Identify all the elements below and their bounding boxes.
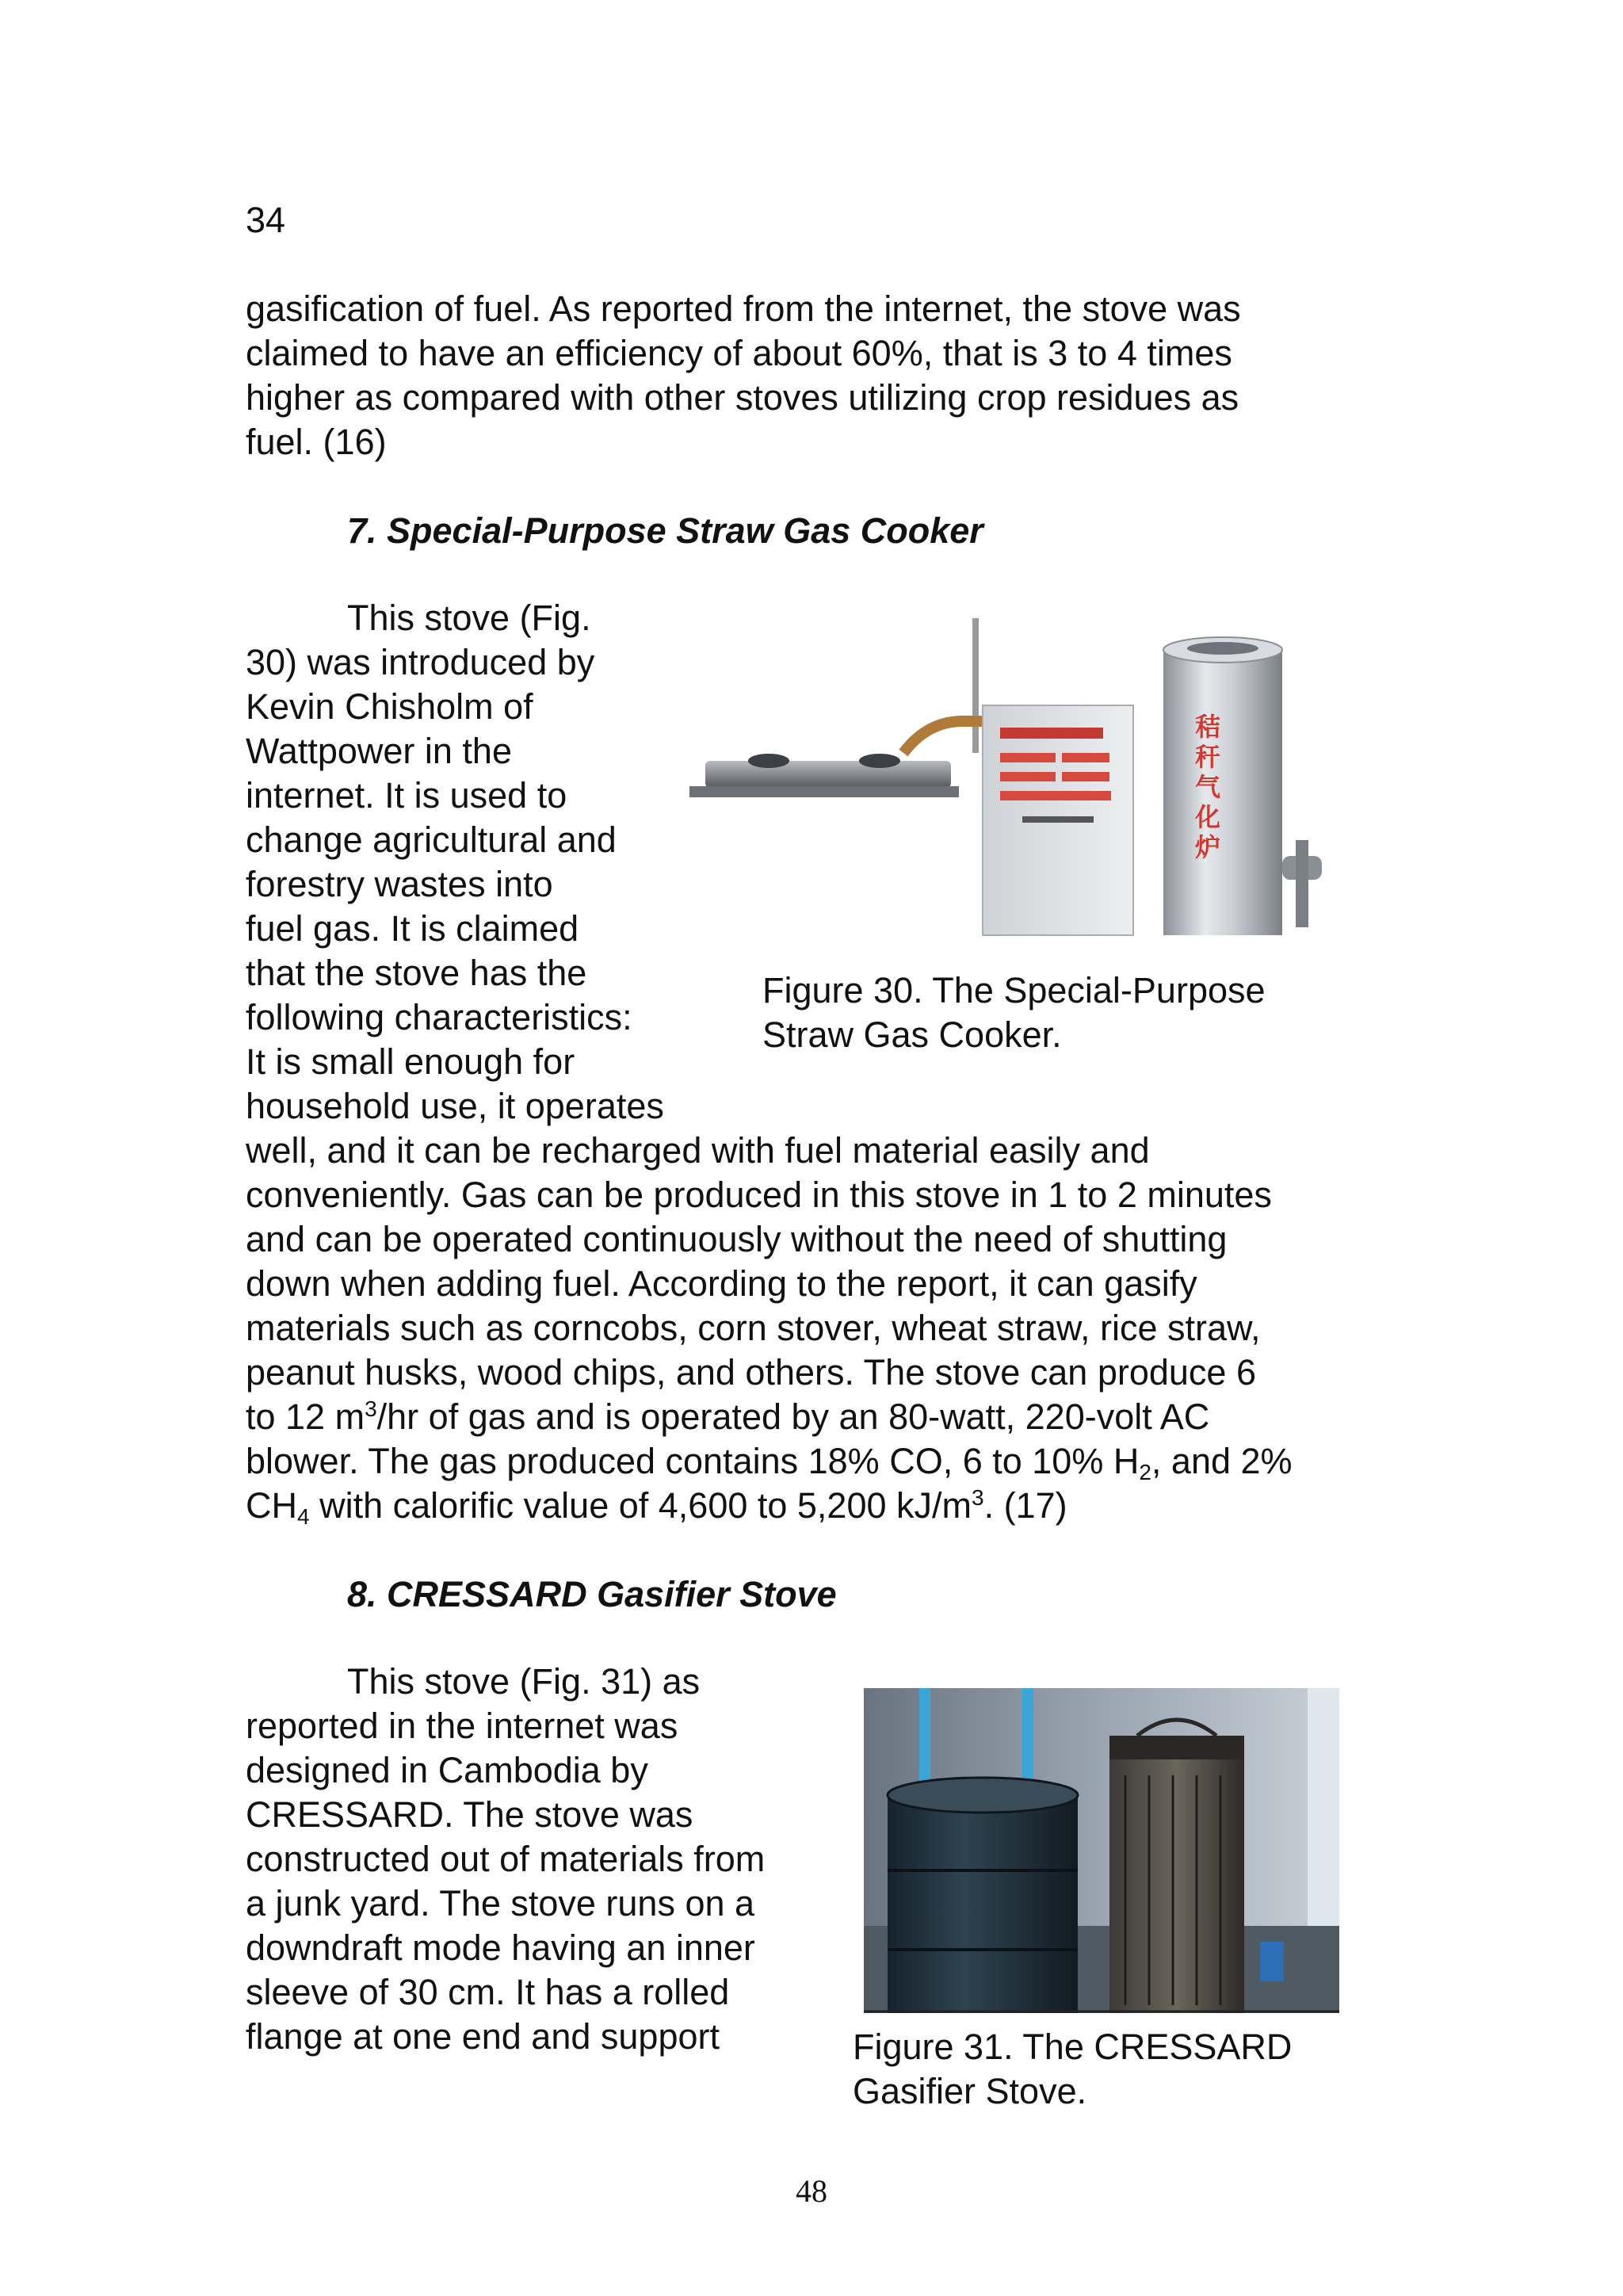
box-label-top [1000, 728, 1103, 739]
figure-30-image [689, 602, 1339, 951]
gasifier-opening [1187, 642, 1258, 655]
cooker-body [705, 761, 951, 788]
text-line: gasification of fuel. As reported from the internet, the stove was [246, 288, 1241, 329]
blue-container [1260, 1942, 1284, 1981]
gasifier-sign-text: 秸秆气化炉 [1191, 713, 1221, 864]
page-number-top: 34 [246, 200, 286, 240]
text-fragment: /hr of gas and is operated by an 80-watt, 220-volt AC [376, 1396, 1210, 1437]
text-line: sleeve of 30 cm. It has a rolled [246, 1972, 730, 2012]
text-line: fuel gas. It is claimed [246, 908, 579, 949]
figure-31-caption-line: Figure 31. The CRESSARD [853, 2027, 1293, 2067]
window-frame [1308, 1688, 1339, 1926]
text-fragment: , and 2% [1151, 1441, 1293, 1481]
text-fragment: to 12 m [246, 1396, 365, 1437]
subscript: 2 [1139, 1460, 1151, 1484]
text-line: 30) was introduced by [246, 642, 595, 682]
box-label-small [1022, 816, 1094, 823]
text-line: reported in the internet was [246, 1706, 678, 1746]
box-label [1000, 753, 1056, 762]
text-line: internet. It is used to [246, 775, 567, 816]
text-line: a junk yard. The stove runs on a [246, 1883, 755, 1924]
antenna-pipe [972, 618, 979, 753]
blower-pipe [1296, 840, 1308, 927]
superscript: 3 [365, 1396, 377, 1421]
text-line: This stove (Fig. 31) as [347, 1661, 701, 1702]
text-line: that the stove has the [246, 953, 587, 993]
text-line: Wattpower in the [246, 731, 512, 771]
text-fragment: with calorific value of 4,600 to 5,200 kJ/m [309, 1485, 972, 1526]
figure-31-image [864, 1688, 1339, 2013]
text-line: downdraft mode having an inner [246, 1927, 755, 1968]
drum-top [888, 1778, 1078, 1813]
text-line: This stove (Fig. [347, 598, 591, 638]
text-line: peanut husks, wood chips, and others. The stove can produce 6 [246, 1352, 1256, 1392]
figure-31-caption-line: Gasifier Stove. [853, 2071, 1087, 2111]
superscript: 3 [972, 1485, 984, 1510]
section-8-heading: 8. CRESSARD Gasifier Stove [347, 1574, 837, 1614]
text-line: designed in Cambodia by [246, 1750, 648, 1790]
text-fragment: . (17) [983, 1485, 1067, 1526]
burner-left [748, 754, 789, 768]
text-line: claimed to have an efficiency of about 60%, that is 3 to 4 times [246, 333, 1232, 373]
page-number-bottom: 48 [796, 2173, 827, 2209]
text-line: It is small enough for [246, 1041, 575, 1082]
box-label [1062, 753, 1109, 762]
text-line: constructed out of materials from [246, 1839, 766, 1879]
text-line: following characteristics: [246, 997, 632, 1037]
text-line [246, 1439, 1293, 1484]
text-fragment: blower. The gas produced contains 18% CO, 6 to 10% H [246, 1441, 1140, 1481]
dark-drum [888, 1795, 1078, 2013]
text-line: and can be operated continuously without the need of shutting [246, 1219, 1228, 1259]
section-7-heading: 7. Special-Purpose Straw Gas Cooker [347, 510, 983, 551]
text-line: materials such as corncobs, corn stover, wheat straw, rice straw, [246, 1308, 1261, 1348]
text-line: change agricultural and [246, 819, 617, 860]
subscript: 4 [297, 1504, 310, 1529]
gasifier-cylinder [1163, 650, 1282, 935]
cooker-base [689, 786, 959, 797]
text-fragment: CH [246, 1485, 297, 1526]
burner-right [859, 754, 900, 768]
text-line: household use, it operates [246, 1086, 664, 1126]
text-line: forestry wastes into [246, 864, 553, 904]
text-line: well, and it can be recharged with fuel material easily and [246, 1130, 1150, 1171]
text-line [246, 1395, 1209, 1439]
text-line: down when adding fuel. According to the report, it can gasify [246, 1263, 1197, 1304]
box-label [1062, 772, 1109, 781]
text-line [246, 1484, 1067, 1528]
text-line: higher as compared with other stoves utilizing crop residues as [246, 377, 1239, 418]
figure-30-caption-line: Figure 30. The Special-Purpose [762, 970, 1266, 1010]
box-label [1000, 772, 1056, 781]
text-line: flange at one end and support [246, 2016, 720, 2057]
text-line: CRESSARD. The stove was [246, 1794, 693, 1835]
text-line: fuel. (16) [246, 422, 387, 462]
rusty-gasifier [1109, 1736, 1244, 2013]
figure-30-caption-line: Straw Gas Cooker. [762, 1014, 1062, 1055]
box-label [1000, 791, 1111, 800]
gasifier-top-rim [1109, 1736, 1244, 1759]
text-line: Kevin Chisholm of [246, 686, 533, 727]
text-line: conveniently. Gas can be produced in this stove in 1 to 2 minutes [246, 1175, 1272, 1215]
